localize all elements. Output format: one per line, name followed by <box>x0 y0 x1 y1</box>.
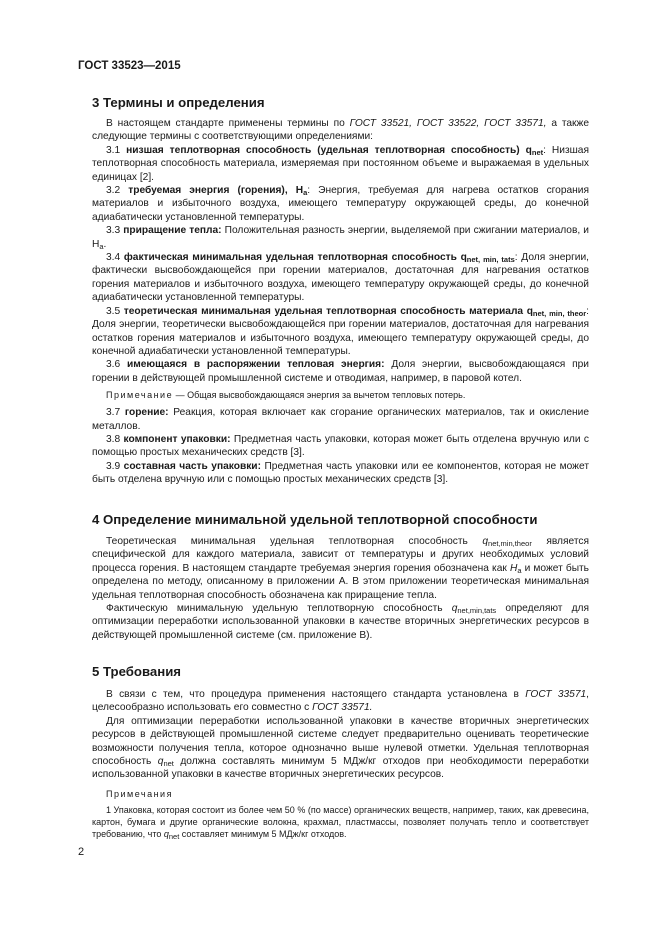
term-3-6: 3.6 имеющаяся в распоряжении тепловая энергия: Доля энергии, высвобождающаяся при горении в действующей промышленной системе и отводимая, например, в паровой котел. <box>92 359 589 384</box>
section-3-body <box>92 117 589 487</box>
section-3-intro: В настоящем стандарте применены термины по ГОСТ 33521, ГОСТ 33522, ГОСТ 33571, а также следующие термины с соответствующими определениями: <box>92 118 589 143</box>
section-5-notes-label: Примечания <box>106 788 173 799</box>
section-5-body <box>92 688 589 840</box>
note-3-6: Примечание — Общая высвобождающаяся энергия за вычетом тепловых потерь. <box>106 390 466 401</box>
section-5-paragraph-1: В связи с тем, что процедура применения настоящего стандарта установлена в ГОСТ 33571, целесообразно использовать его совместно с ГОСТ 33571. <box>92 689 590 714</box>
term-3-4: 3.4 фактическая минимальная удельная теплотворная способность $q_{net, min, tats}$: Доля энергии, фактически высвобождающейся при горении материалов, достаточная для нагревания остатков горения материалов и избыточного воздуха, имеющего температуру окружающей среды, до конечной адиабатически установленной температуры. <box>92 252 589 304</box>
document-header: ГОСТ 33523—2015 <box>78 60 181 72</box>
section-5-paragraph-2: Для оптимизации переработки использованной упаковки в качестве вторичных энергетических ресурсов в действующей промышленной системе следует предварительно оценивать теоретические возможности получения тепла, которое однозначно выше нулевой отметки. Удельная теплотворная способность $q_{net}$ должна составлять минимум 5 МДж/кг отходов при необходимости переработки использованной упаковки в качестве вторичных энергетических ресурсов. <box>92 715 589 781</box>
section-4-title: 4 Определение минимальной удельной теплотворной способности <box>92 512 538 527</box>
section-4-body <box>92 535 589 642</box>
term-3-5: 3.5 теоретическая минимальная удельная теплотворная способность материала $q_{net, min, theor}$: Доля энергии, теоретически высвобождающейся при горении материалов, достаточная для нагревания остатков горения материалов и избыточного воздуха, имеющего температуру окружающей среды, до конечной адиабатически установленной температуры. <box>92 305 590 357</box>
term-3-8: 3.8 компонент упаковки: Предметная часть упаковки, которая может быть отделена вручную или с помощью простых механических средств [3]. <box>92 433 589 459</box>
section-3-title: 3 Термины и определения <box>92 95 265 110</box>
term-3-9: 3.9 составная часть упаковки: Предметная часть упаковки или ее компонентов, которая не может быть отделена вручную или с помощью простых механических средств [3]. <box>92 460 589 486</box>
section-5-note-1: 1 Упаковка, которая состоит из более чем 50 % (по массе) органических веществ, например, таких, как древесина, картон, бумага и другие органические волокна, крахмал, пластмассы, позволяет получать тепло и соответствует требованию, что $q_{net}$ составляет минимум 5 МДж/кг отходов. <box>92 804 589 841</box>
section-5-title: 5 Требования <box>92 664 182 679</box>
section-4-paragraph-1: Теоретическая минимальная удельная теплотворная способность $q_{net,min,theor}$ является специфической для каждого материала, зависит от температуры и других необходимых условий процесса горения. В настоящем стандарте требуемая энергия горения обозначена как $H_a$ и может быть определена по методу, описанному в приложении А. В этом приложении теоретическая минимальная удельная теплотворная способность обозначена как приращение тепла. <box>92 536 589 601</box>
term-3-2: 3.2 требуемая энергия (горения), $H_a$: Энергия, требуемая для нагрева остатков сгорания материалов и избыточного воздуха, имеющего температуру окружающей среды, до конечной адиабатически установленной температуры. <box>92 185 590 223</box>
term-3-7: 3.7 горение: Реакция, которая включает как сгорание органических материалов, так и окисление металлов. <box>92 407 590 432</box>
section-4-paragraph-2: Фактическую минимальную удельную теплотворную способность $q_{net,min,tats}$ определяют для оптимизации переработки использованной упаковки в качестве вторичных энергетических ресурсов в действующей промышленной системе (см. приложение В). <box>92 603 590 641</box>
term-3-3: 3.3 приращение тепла: Положительная разность энергии, выделяемой при сжигании материалов, и $H_a$. <box>92 225 589 251</box>
term-3-1: 3.1 низшая теплотворная способность (удельная теплотворная способность) $q_{net}$: Низшая теплотворная способность материала, измеряемая при постоянном объеме и выражаемая в удельных единицах [2]. <box>92 144 589 183</box>
page-number: 2 <box>78 846 85 858</box>
